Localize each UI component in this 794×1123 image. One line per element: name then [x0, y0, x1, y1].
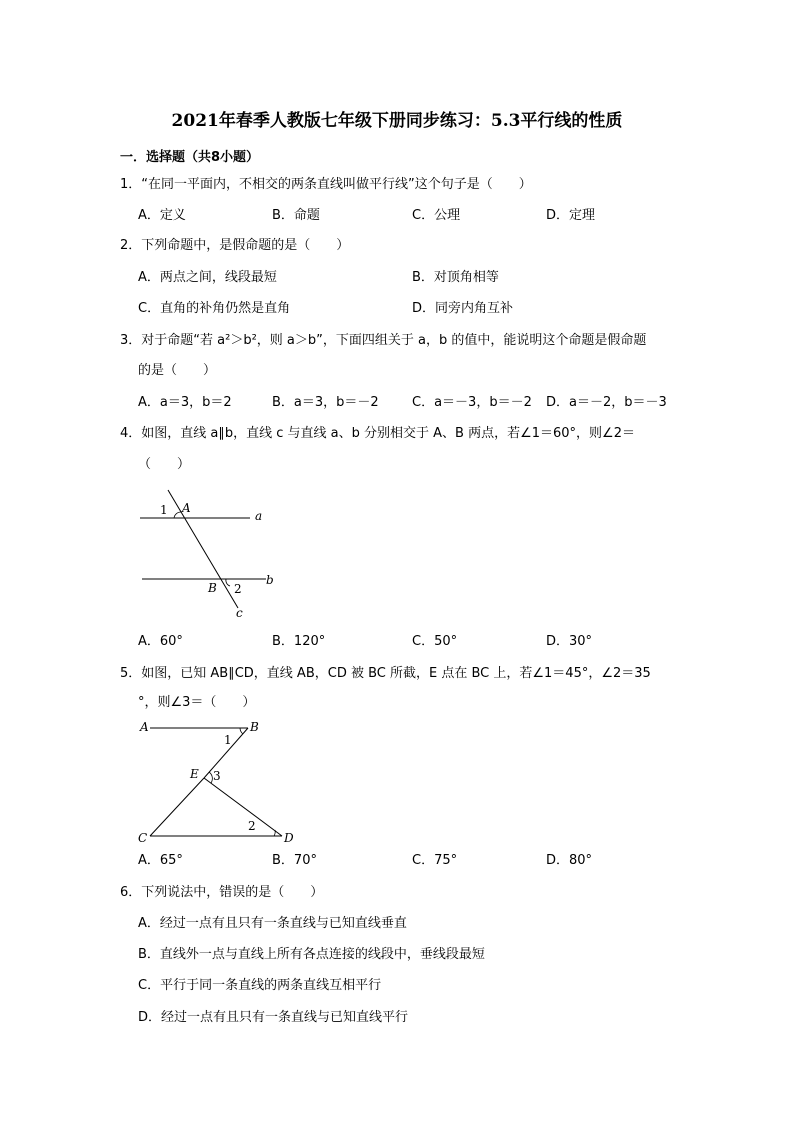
q3-option-d: D．a＝－2，b＝－3: [546, 395, 667, 410]
angle-2-arc: [226, 579, 230, 586]
question-2-stem: 2．下列命题中，是假命题的是（ ）: [120, 238, 350, 253]
question-1-stem: 1．“在同一平面内，不相交的两条直线叫做平行线”这个句子是（ ）: [120, 177, 532, 192]
q3-option-c: C．a＝－3，b＝－2: [412, 395, 532, 410]
q6-option-b: B．直线外一点与直线上所有各点连接的线段中，垂线段最短: [138, 947, 485, 962]
question-4-stem-line-1: 4．如图，直线 a∥b，直线 c 与直线 a、b 分别相交于 A、B 两点，若∠1＝60°，则∠2＝: [120, 426, 635, 441]
label-point-b: B: [208, 581, 217, 595]
segment-ed: [204, 778, 282, 836]
q6-option-a: A．经过一点有且只有一条直线与已知直线垂直: [138, 916, 407, 931]
label-angle-1: 1: [160, 503, 168, 517]
label-point-b: B: [250, 720, 259, 734]
question-3-stem-line-1: 3．对于命题“若 a²＞b²，则 a＞b”，下面四组关于 a，b 的值中，能说明这个命题是假命题: [120, 333, 647, 348]
q2-option-c: C．直角的补角仍然是直角: [138, 301, 291, 316]
label-point-a: A: [182, 501, 191, 515]
q2-option-a: A．两点之间，线段最短: [138, 270, 277, 285]
question-5-stem-line-2: °，则∠3＝（ ）: [138, 695, 256, 710]
q4-option-c: C．50°: [412, 634, 458, 649]
angle-1-arc: [174, 512, 181, 518]
q4-option-a: A．60°: [138, 634, 183, 649]
q1-option-a: A．定义: [138, 208, 186, 223]
angle-1-arc: [240, 728, 243, 734]
question-5-stem-line-1: 5．如图，已知 AB∥CD，直线 AB，CD 被 BC 所截，E 点在 BC 上，若∠1＝45°，∠2＝35: [120, 666, 651, 681]
question-3-stem-line-2: 的是（ ）: [138, 363, 217, 378]
q5-option-c: C．75°: [412, 853, 458, 868]
section-heading: 一．选择题（共8小题）: [120, 150, 260, 165]
label-point-c: C: [138, 831, 148, 845]
q5-option-b: B．70°: [272, 853, 317, 868]
label-angle-1: 1: [224, 733, 232, 747]
figure-q5-transversal: [130, 712, 310, 847]
q1-option-d: D．定理: [546, 208, 596, 223]
segment-ec: [150, 778, 204, 836]
label-point-d: D: [284, 831, 294, 845]
q4-option-d: D．30°: [546, 634, 593, 649]
q6-option-c: C．平行于同一条直线的两条直线互相平行: [138, 978, 382, 993]
question-6-stem: 6．下列说法中，错误的是（ ）: [120, 885, 324, 900]
label-line-c: c: [236, 606, 243, 620]
q3-option-a: A．a＝3，b＝2: [138, 395, 232, 410]
q2-option-b: B．对顶角相等: [412, 270, 499, 285]
label-line-a: a: [255, 509, 263, 523]
line-c: [168, 490, 238, 608]
label-point-a: A: [140, 720, 149, 734]
q4-option-b: B．120°: [272, 634, 326, 649]
q5-option-a: A．65°: [138, 853, 183, 868]
label-angle-3: 3: [213, 769, 221, 783]
q5-option-d: D．80°: [546, 853, 593, 868]
label-line-b: b: [266, 573, 274, 587]
q1-option-c: C．公理: [412, 208, 461, 223]
angle-3-arc: [209, 772, 212, 783]
q1-option-b: B．命题: [272, 208, 320, 223]
q6-option-d: D．经过一点有且只有一条直线与已知直线平行: [138, 1010, 409, 1025]
label-angle-2: 2: [234, 582, 242, 596]
page-title: 2021年春季人教版七年级下册同步练习：5.3平行线的性质: [171, 111, 623, 131]
label-angle-2: 2: [248, 819, 256, 833]
q2-option-d: D．同旁内角互补: [412, 301, 514, 316]
label-point-e: E: [190, 767, 199, 781]
q3-option-b: B．a＝3，b＝－2: [272, 395, 379, 410]
question-4-stem-line-2: （ ）: [138, 457, 191, 472]
figure-q4-parallel-lines: [130, 482, 290, 622]
